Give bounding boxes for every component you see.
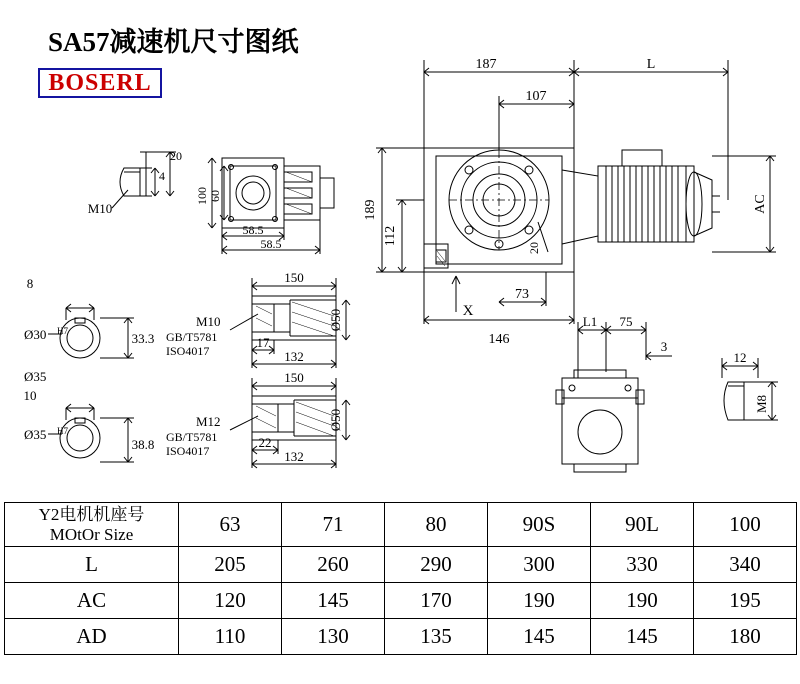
dim-150-a: 150	[284, 270, 304, 285]
table-cell: 120	[179, 583, 282, 619]
table-cell: 90L	[591, 503, 694, 547]
dim-73: 73	[515, 287, 529, 302]
table-cell: 145	[282, 583, 385, 619]
table-cell: 170	[385, 583, 488, 619]
table-cell: 290	[385, 547, 488, 583]
dim-58-5-b: 58.5	[260, 237, 282, 251]
dim-d35-tol: H7	[57, 426, 68, 436]
table-row-header-ac: AC	[5, 583, 179, 619]
label-m8: M8	[754, 394, 769, 414]
dim-58-5-a: 58.5	[242, 223, 264, 237]
dim-112: 112	[383, 225, 398, 247]
table-cell: 330	[591, 547, 694, 583]
dim-17: 17	[256, 335, 270, 350]
table-cell: 145	[591, 619, 694, 655]
brand-logo-text: BOSERL	[48, 69, 152, 96]
page-title: SA57减速机尺寸图纸	[48, 27, 299, 57]
dim-d30-tol: H7	[57, 326, 68, 336]
table-cell: 63	[179, 503, 282, 547]
dim-146: 146	[488, 332, 510, 347]
table-cell: 71	[282, 503, 385, 547]
label-m10-flange: M10	[87, 201, 113, 216]
table-row	[5, 547, 797, 583]
label-m10-bolt: M10	[196, 314, 221, 329]
table-cell: 340	[694, 547, 797, 583]
table-cell: 130	[282, 619, 385, 655]
table-cell: 195	[694, 583, 797, 619]
table-row-header-ad: AD	[5, 619, 179, 655]
marker-x: X	[462, 303, 474, 319]
dim-22: 22	[258, 435, 272, 450]
table-cell: 190	[591, 583, 694, 619]
label-std-gb-a: GB/T5781	[166, 330, 218, 344]
table-cell: 90S	[488, 503, 591, 547]
table-cell: 135	[385, 619, 488, 655]
row-label-line1: Y2电机机座号	[38, 505, 145, 524]
dim-3: 3	[660, 339, 668, 354]
table-cell: 100	[694, 503, 797, 547]
dim-L: L	[646, 57, 656, 72]
dim-132-b: 132	[284, 449, 304, 464]
dim-189: 189	[363, 199, 378, 221]
dim-75: 75	[619, 314, 633, 329]
dim-38-8: 38.8	[131, 437, 155, 452]
table-cell: 80	[385, 503, 488, 547]
table-cell: 260	[282, 547, 385, 583]
dim-20: 20	[170, 149, 182, 163]
dim-8: 8	[26, 276, 34, 291]
table-cell: 110	[179, 619, 282, 655]
dim-100: 100	[195, 187, 209, 205]
dim-L1: L1	[582, 314, 598, 329]
table-row	[5, 583, 797, 619]
table-cell: 300	[488, 547, 591, 583]
label-std-iso-a: ISO4017	[166, 344, 210, 358]
table-row-header-l: L	[5, 547, 179, 583]
label-m12-bolt: M12	[196, 414, 221, 429]
table-cell: 180	[694, 619, 797, 655]
label-std-iso-b: ISO4017	[166, 444, 210, 458]
table-cell: 190	[488, 583, 591, 619]
dim-4: 4	[159, 169, 165, 183]
table-cell: 205	[179, 547, 282, 583]
dim-12: 12	[733, 350, 747, 365]
dim-d30: Ø30	[24, 327, 47, 342]
dim-60: 60	[208, 190, 222, 202]
dim-33-3: 33.3	[131, 331, 155, 346]
dim-107: 107	[525, 89, 547, 104]
dim-d50-b: Ø50	[328, 408, 343, 432]
specification-table	[4, 502, 797, 655]
dim-angle-20: 20	[527, 242, 541, 254]
dim-132-a: 132	[284, 349, 304, 364]
dim-AC: AC	[753, 194, 768, 214]
dim-d35-plain: Ø35	[24, 369, 47, 384]
dim-150-b: 150	[284, 370, 304, 385]
table-row	[5, 619, 797, 655]
table-cell: 145	[488, 619, 591, 655]
dim-d35: Ø35	[24, 427, 47, 442]
row-label-line2: MOtOr Size	[49, 524, 134, 544]
dim-10: 10	[23, 388, 37, 403]
label-std-gb-b: GB/T5781	[166, 430, 218, 444]
table-row	[5, 503, 797, 547]
dim-187: 187	[475, 57, 497, 72]
dim-d50-a: Ø50	[328, 308, 343, 332]
table-row-header-motor-size	[5, 503, 179, 547]
